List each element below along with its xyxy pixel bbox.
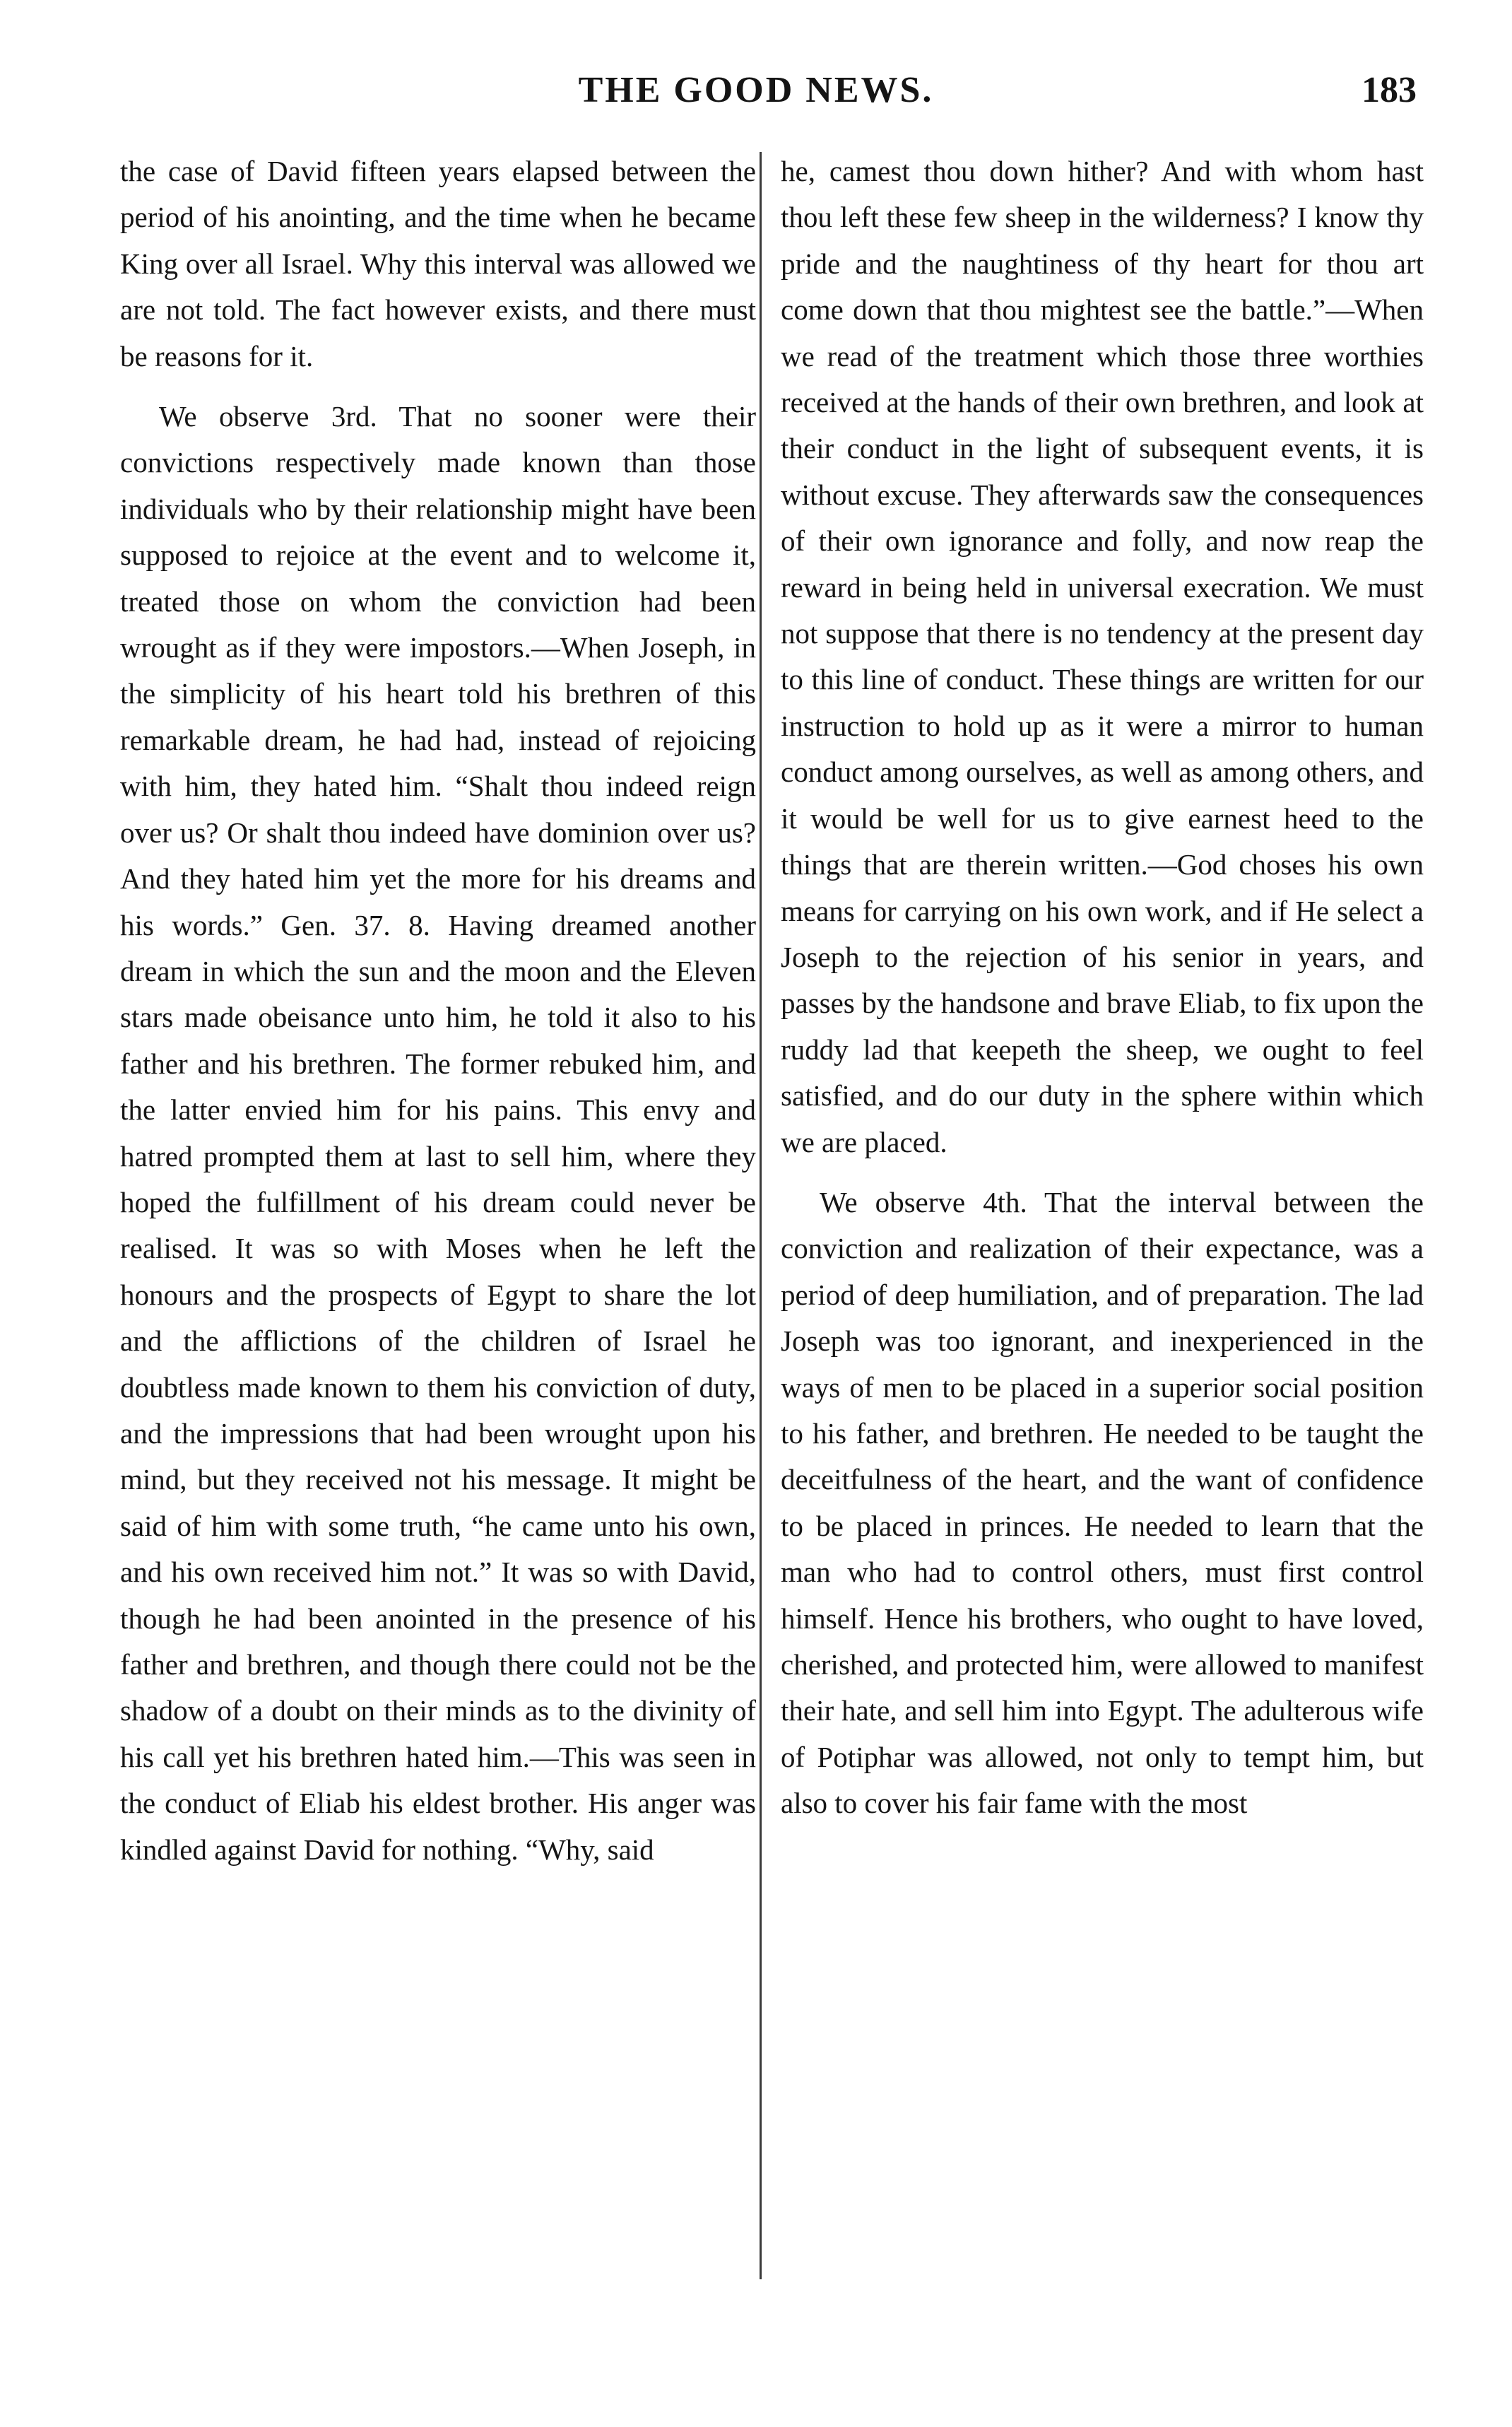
column-divider	[760, 152, 762, 2279]
page-header	[0, 69, 1512, 126]
left-column	[120, 148, 756, 1873]
running-title: THE GOOD NEWS.	[578, 70, 934, 110]
right-column	[781, 148, 1424, 1827]
page-number: 183	[1362, 70, 1417, 110]
paragraph: We observe 3rd. That no sooner were their convictions respectively made known than those individuals who by their relationship might have been supposed to rejoice at the event and to welcome it, treated those on whom the conviction had been wrought as if they were impostors.—When Joseph, in the simplicity of his heart told his brethren of this remarkable dream, he had had, instead of rejoicing with him, they hated him. “Shalt thou indeed reign over us? Or shalt thou indeed have dominion over us? And they hated him yet the more for his dreams and his words.” Gen. 37. 8. Having dreamed another dream in which the sun and the moon and the Eleven stars made obeisance unto him, he told it also to his father and his brethren. The former rebuked him, and the latter envied him for his pains. This envy and hatred prompted them at last to sell him, where they hoped the fulfillment of his dream could never be realised. It was so with Moses when he left the honours and the prospects of Egypt to share the lot and the afflictions of the children of Israel he doubtless made known to them his conviction of duty, and the impressions that had been wrought upon his mind, but they received not his message. It might be said of him with some truth, “he came unto his own, and his own received him not.” It was so with David, though he had been anointed in the presence of his father and brethren, and though there could not be the shadow of a doubt on their minds as to the divinity of his call yet his brethren hated him.—This was seen in the conduct of Eliab his eldest brother. His anger was kindled against David for nothing. “Why, said	[120, 400, 756, 1866]
paragraph: he, camest thou down hither? And with whom hast thou left these few sheep in the wilderness? I know thy pride and the naughtiness of thy heart for thou art come down that thou mightest see the battle.”—When we read of the treatment which those three worthies received at the hands of their own brethren, and look at their conduct in the light of subsequent events, it is without excuse. They afterwards saw the consequences of their own ignorance and folly, and now reap the reward in being held in universal execration. We must not suppose that there is no tendency at the present day to this line of conduct. These things are written for our instruction to hold up as it were a mirror to human conduct among ourselves, as well as among others, and it would be well for us to give earnest heed to the things that are therein written.—God choses his own means for carrying on his own work, and if He select a Joseph to the rejection of his senior in years, and passes by the handsone and brave Eliab, to fix upon the ruddy lad that keepeth the sheep, we ought to feel satisfied, and do our duty in the sphere within which we are placed.	[781, 155, 1424, 1158]
paragraph: We observe 4th. That the interval between the conviction and realization of their expectance, was a period of deep humiliation, and of preparation. The lad Joseph was too ignorant, and inexperienced in the ways of men to be placed in a superior social position to his father, and brethren. He needed to be taught the deceitfulness of the heart, and the want of confidence to be placed in princes. He needed to learn that the man who had to control others, must first control himself. Hence his brothers, who ought to have loved, cherished, and protected him, were allowed to manifest their hate, and sell him into Egypt. The adulterous wife of Potiphar was allowed, not only to tempt him, but also to cover his fair fame with the most	[781, 1185, 1424, 1820]
paragraph: the case of David fifteen years elapsed between the period of his anointing, and the time when he became King over all Israel. Why this interval was allowed we are not told. The fact however exists, and there must be reasons for it.	[120, 155, 756, 372]
